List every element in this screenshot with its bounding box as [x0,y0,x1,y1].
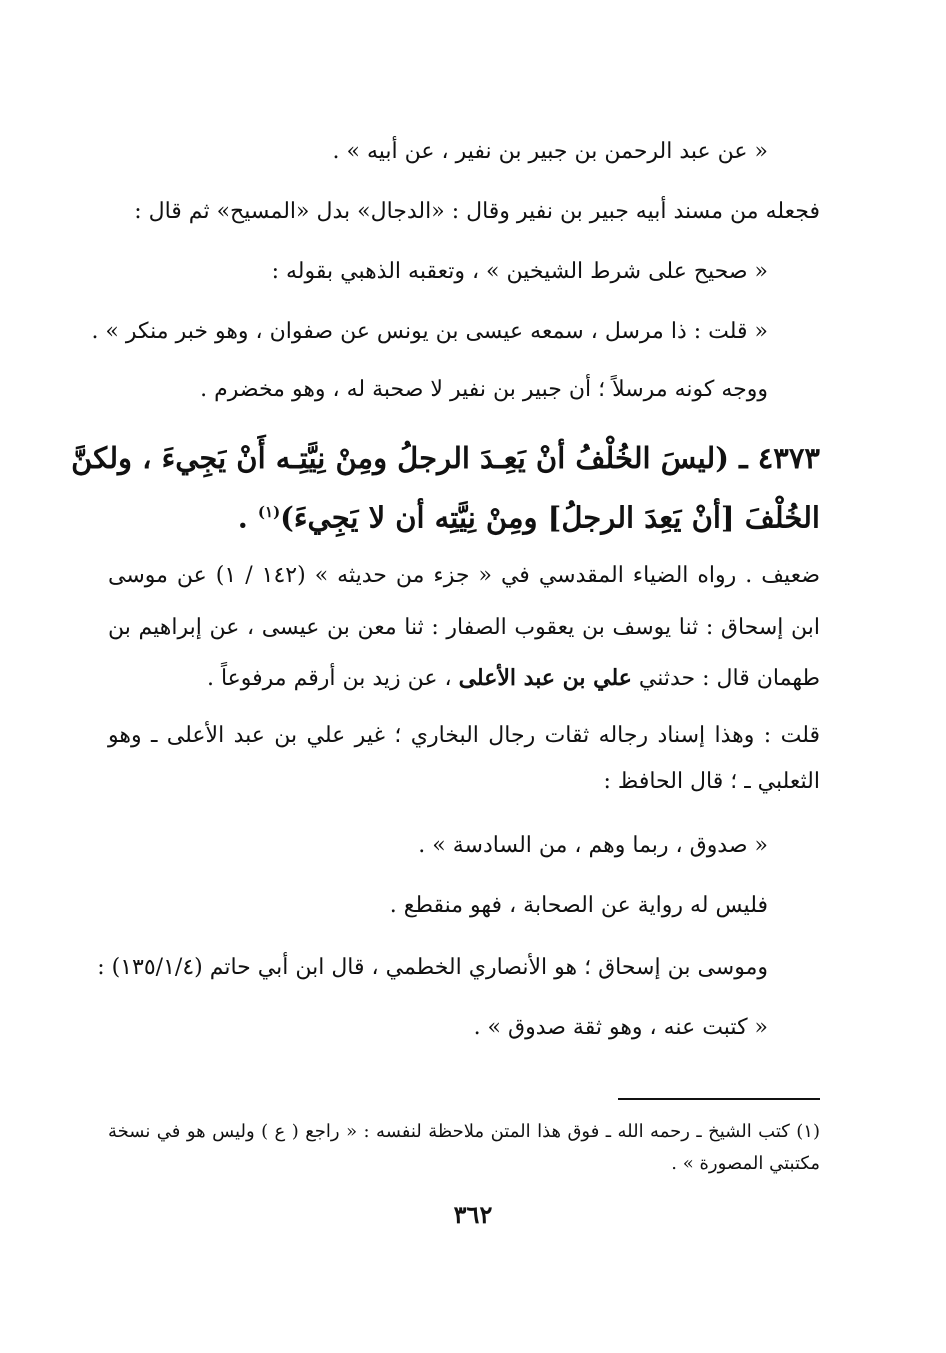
text-fragment: طهمان قال : حدثني [631,666,820,691]
main-text [71,0,820,1200]
narrator-name: علي بن عبد الأعلى [458,665,632,691]
text-line: ضعيف . رواه الضياء المقدسي في « جزء من حديثه » (١٤٢ / ١) عن موسى [108,563,820,588]
text-fragment: ، عن زيد بن أرقم مرفوعاً . [206,666,459,691]
hadith-end: . [237,500,258,535]
hadith-heading-line [238,490,820,540]
text-line: فجعله من مسند أبيه جبير بن نفير وقال : «الدجال» بدل «المسيح» ثم قال : [134,199,820,224]
footnote-line: مكتبتي المصورة » . [671,1153,820,1174]
text-line: « قلت : ذا مرسل ، سمعه عيسى بن يونس عن صفوان ، وهو خبر منكر » . [91,319,768,344]
text-line: « صحيح على شرط الشيخين » ، وتعقبه الذهبي بقوله : [271,259,768,284]
text-line [207,662,820,695]
text-line: الثعلبي ـ ؛ قال الحافظ : [603,769,820,794]
text-line: « عن عبد الرحمن بن جبير بن نفير ، عن أبيه » . [332,139,768,164]
quote-line: « صدوق ، ربما وهم ، من السادسة » . [418,833,768,858]
text-line: وموسى بن إسحاق ؛ هو الأنصاري الخطمي ، قال ابن أبي حاتم (١٣٥/١/٤) : [97,955,768,980]
footnote-separator [618,1098,820,1100]
hadith-text: الخُلْفَ [أنْ يَعِدَ الرجلُ] ومِنْ نِيَّتِه أن لا يَجِيءَ) [280,500,820,535]
text-line: فليس له رواية عن الصحابة ، فهو منقطع . [389,893,768,918]
footnote-marker: (١) [257,503,281,521]
text-line: ووجه كونه مرسلاً ؛ أن جبير بن نفير لا صحبة له ، وهو مخضرم . [200,377,768,402]
page-number: ٣٦٢ [453,1200,493,1229]
text-line: قلت : وهذا إسناد رجاله ثقات رجال البخاري ؛ غير علي بن عبد الأعلى ـ وهو [108,723,820,748]
hadith-heading-line: ٤٣٧٣ ـ (ليسَ الخُلْفُ أنْ يَعِـدَ الرجلُ ومِنْ نِيَّتِـه أَنْ يَجِيءَ ، ولكنَّ [71,441,820,475]
footnote-line: (١) كتب الشيخ ـ رحمه الله ـ فوق هذا المتن ملاحظة لنفسه : « راجع ( ع ) وليس هو في نسخة [108,1121,820,1142]
quote-line: « كتبت عنه ، وهو ثقة صدوق » . [473,1015,768,1040]
text-line: ابن إسحاق : ثنا يوسف بن يعقوب الصفار : ثنا معن بن عيسى ، عن إبراهيم بن [108,615,820,640]
